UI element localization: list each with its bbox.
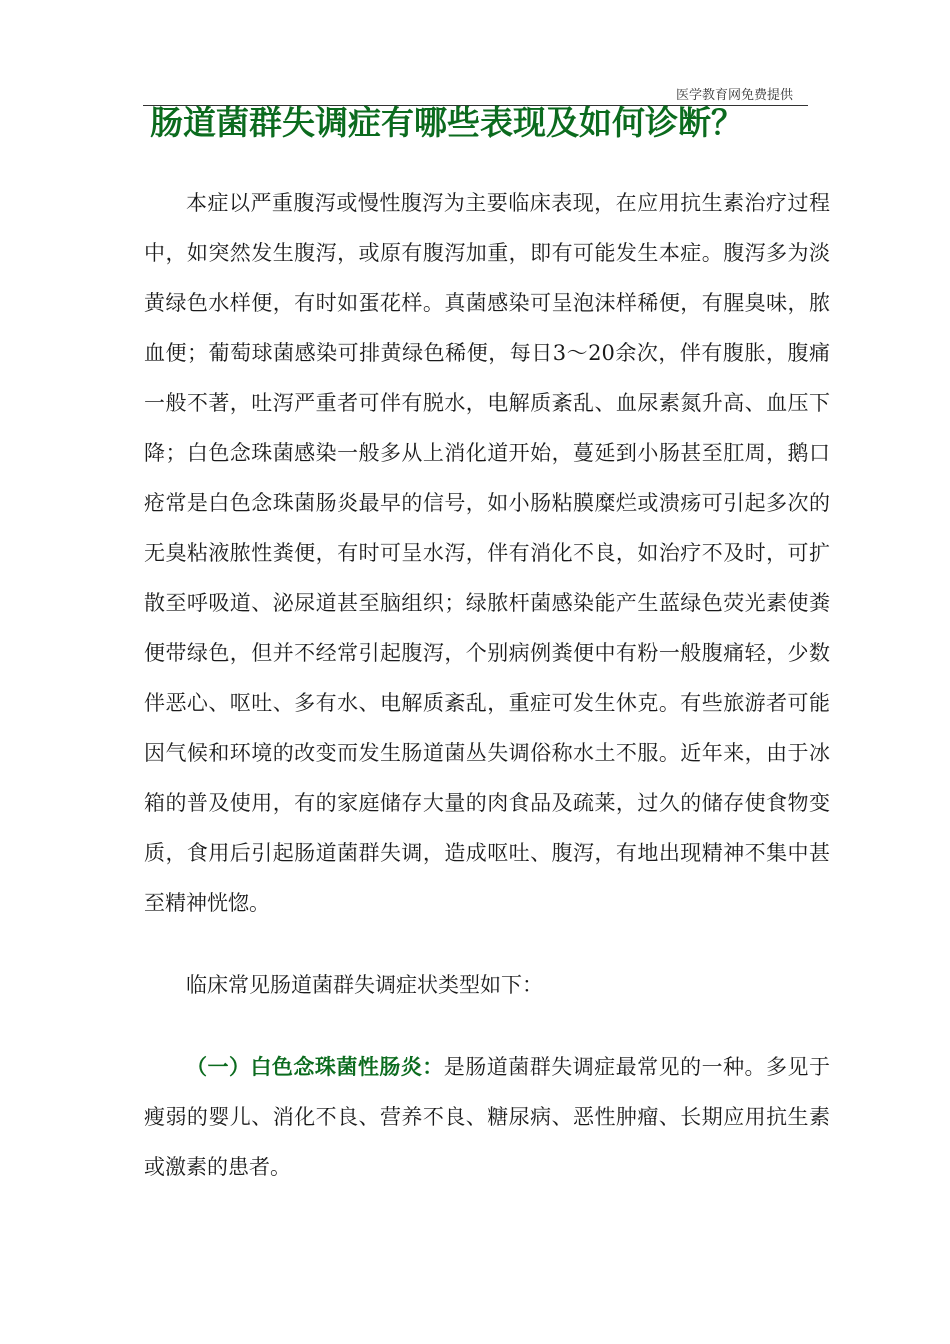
paragraph-types-intro: 临床常见肠道菌群失调症状类型如下： bbox=[186, 973, 543, 997]
header-note: 医学教育网免费提供 bbox=[676, 88, 794, 103]
paragraph-candida-enteritis bbox=[144, 1042, 830, 1192]
page-title: 肠道菌群失调症有哪些表现及如何诊断？ bbox=[150, 103, 744, 142]
paragraph-symptoms: 本症以严重腹泻或慢性腹泻为主要临床表现，在应用抗生素治疗过程中，如突然发生腹泻，或原有腹泻加重，即有可能发生本症。腹泻多为淡黄绿色水样便，有时如蛋花样。真菌感染可呈泡沫样稀便，有腥臭味，脓血便；葡萄球菌感染可排黄绿色稀便，每日3～20余次，伴有腹胀，腹痛一般不著，吐泻严重者可伴有脱水，电解质紊乱、血尿素氮升高、血压下降；白色念珠菌感染一般多从上消化道开始，蔓延到小肠甚至肛周，鹅口疮常是白色念珠菌肠炎最早的信号，如小肠粘膜糜烂或溃疡可引起多次的无臭粘液脓性粪便，有时可呈水泻，伴有消化不良，如治疗不及时，可扩散至呼吸道、泌尿道甚至脑组织；绿脓杆菌感染能产生蓝绿色荧光素使粪便带绿色，但并不经常引起腹泻，个别病例粪便中有粉一般腹痛轻，少数伴恶心、呕吐、多有水、电解质紊乱，重症可发生休克。有些旅游者可能因气候和环境的改变而发生肠道菌丛失调俗称水土不服。近年来，由于冰箱的普及使用，有的家庭储存大量的肉食品及疏莱，过久的储存使食物变质，食用后引起肠道菌群失调，造成呕吐、腹泻，有地出现精神不集中甚至精神恍惚。 bbox=[144, 191, 830, 915]
paragraph-lead-heading: （一）白色念珠菌性肠炎： bbox=[186, 1054, 444, 1079]
paragraph-lead-body: 是肠道菌群失调症最常见的一种。多见于瘦弱的婴儿、消化不良、营养不良、糖尿病、恶性肿瘤、长期应用抗生素或激素的患者。 bbox=[144, 1055, 831, 1179]
article-body bbox=[144, 178, 830, 1192]
